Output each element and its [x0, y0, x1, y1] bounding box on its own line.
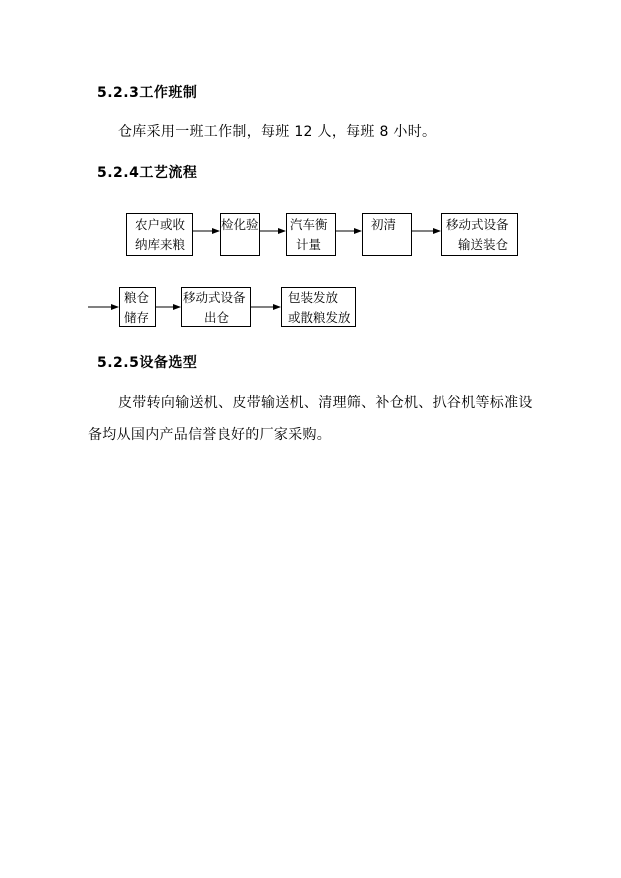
flow-box-text: 出仓: [204, 310, 230, 325]
flow-box-text: 粮仓: [124, 290, 150, 305]
flow-box-text: 输送装仓: [458, 237, 509, 252]
flow-box-text: 汽车衡: [290, 217, 328, 232]
flow-box-text: 包装发放: [288, 290, 339, 305]
equipment-paragraph-line-2: 备均从国内产品信誉良好的厂家采购。: [88, 427, 332, 443]
flow-box-text: 农户或收: [135, 217, 186, 232]
flow-box-text: 检化验: [221, 217, 259, 232]
flow-box-text: 移动式设备: [446, 217, 509, 232]
work-shift-paragraph: 仓库采用一班工作制，每班 12 人，每班 8 小时。: [118, 124, 437, 140]
section-heading-5-2-5: 5.2.5设备选型: [97, 355, 198, 371]
flow-box-text: 纳库来粮: [135, 237, 186, 252]
flow-box-text: 或散粮发放: [288, 310, 351, 325]
flow-box-text: 储存: [124, 310, 150, 325]
equipment-paragraph-line-1: 皮带转向输送机、皮带输送机、清理筛、补仓机、扒谷机等标准设: [118, 395, 533, 411]
flow-box-text: 计量: [296, 237, 322, 252]
flow-box-text: 初清: [371, 217, 397, 232]
flow-box-text: 移动式设备: [183, 290, 246, 305]
section-heading-5-2-4: 5.2.4工艺流程: [97, 165, 198, 181]
section-heading-5-2-3: 5.2.3工作班制: [97, 85, 198, 101]
